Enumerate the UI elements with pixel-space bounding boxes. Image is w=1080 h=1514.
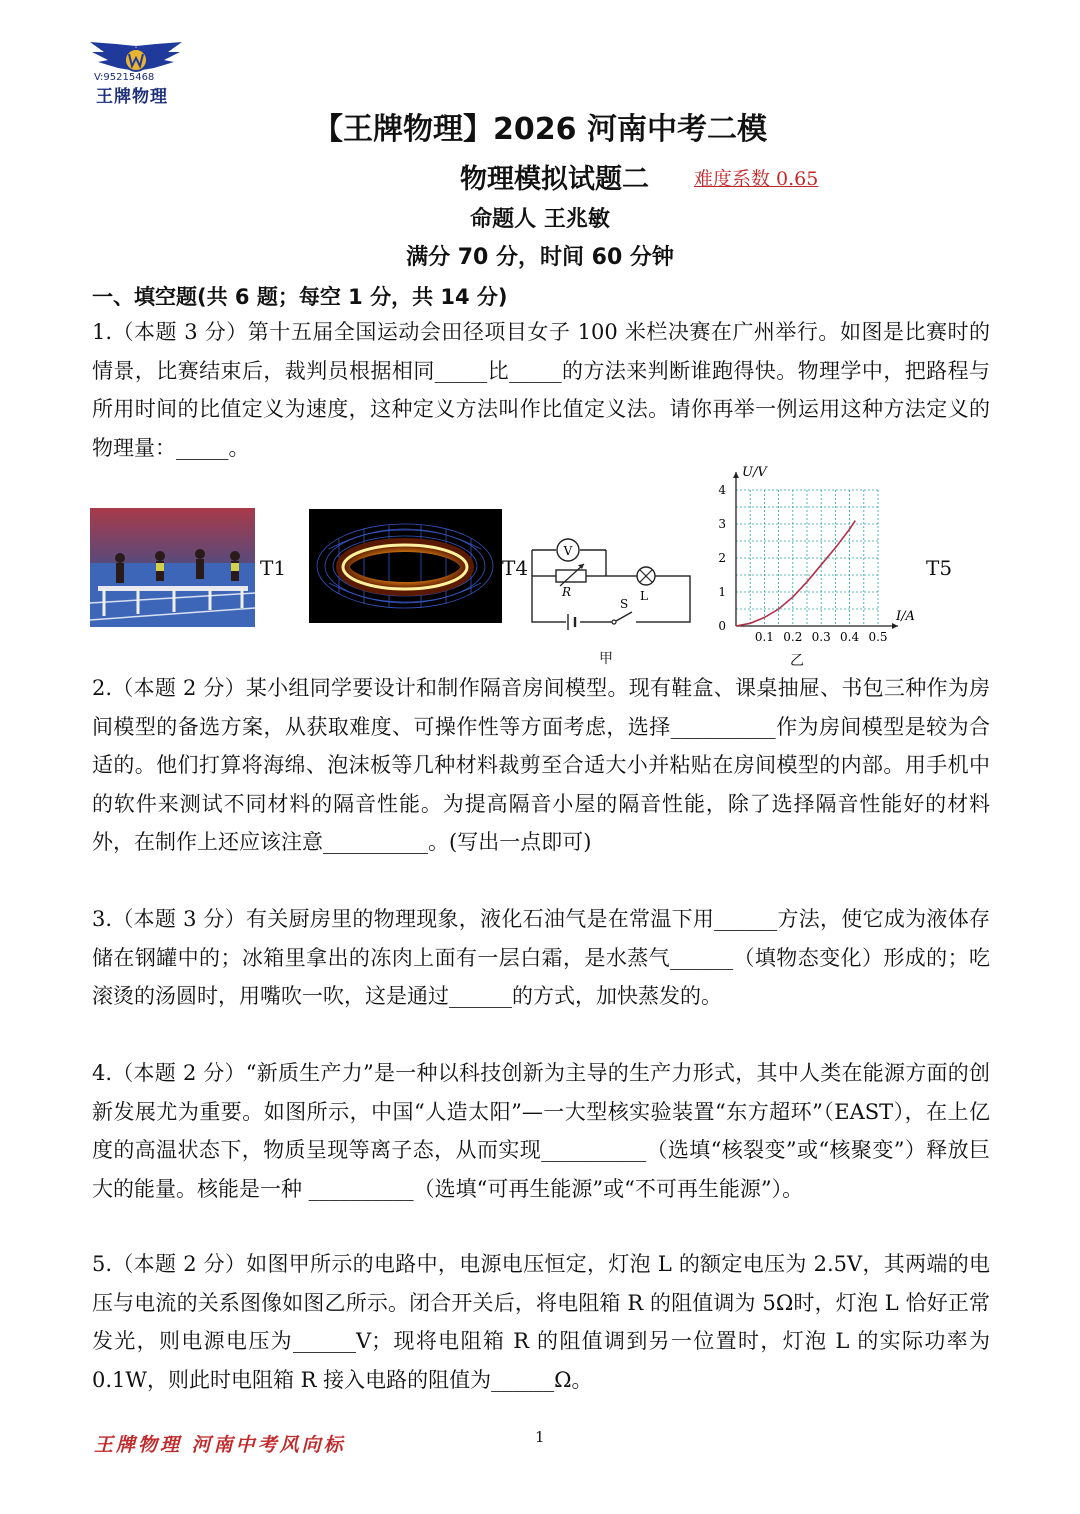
ui-chart-svg bbox=[702, 466, 932, 646]
circuit-caption: 甲 bbox=[599, 651, 613, 667]
section-heading: 一、填空题(共 6 题；每空 1 分，共 14 分) bbox=[92, 285, 508, 309]
score-time-line: 满分 70 分，时间 60 分钟 bbox=[406, 245, 674, 270]
meter-label: V bbox=[563, 544, 573, 558]
page-subtitle: 物理模拟试题二 bbox=[460, 164, 649, 195]
chart-series bbox=[736, 521, 855, 626]
switch-label: S bbox=[620, 597, 629, 611]
logo-brand: 王牌物理 bbox=[96, 87, 168, 107]
footer-brand: 王牌物理 河南中考风向标 bbox=[94, 1434, 346, 1456]
difficulty-badge: 难度系数 0.65 bbox=[694, 168, 819, 190]
question-4: 4.（本题 2 分）“新质生产力”是一种以科技创新为主导的生产力形式，其中人类在能源方面的创新发展尤为重要。如图所示，中国“人造太阳”—一大型核实验装置“东方超环”（EAST），在上亿度的高温状态下，物质呈现等离子态，从而实现__________（选填“核裂变”或“核聚变”）释放巨大的能量。核能是一种 __________（选填“可再生能源”或“不可再生能源”）。 bbox=[92, 1061, 990, 1201]
y-tick-label: 3 bbox=[718, 517, 726, 531]
y-tick-label: 0 bbox=[718, 619, 726, 633]
figure-label-t5: T5 bbox=[926, 556, 953, 580]
x-tick-label: 0.4 bbox=[840, 630, 860, 644]
question-5: 5.（本题 2 分）如图甲所示的电路中，电源电压恒定，灯泡 L 的额定电压为 2.5V，其两端的电压与电流的关系图像如图乙所示。闭合开关后，将电阻箱 R 的阻值调为 5Ω时，灯泡 L 恰好正常发光，则电源电压为______V；现将电阻箱 R 的阻值调到另一位置时，灯泡 L 的实际功率为 0.1W，则此时电阻箱 R 接入电路的阻值为______Ω。 bbox=[92, 1252, 990, 1392]
hurdles-race-photo bbox=[90, 508, 255, 627]
y-tick-label: 1 bbox=[718, 585, 726, 599]
y-tick-label: 2 bbox=[718, 551, 726, 565]
y-axis-label: U/V bbox=[742, 466, 767, 480]
ui-chart bbox=[702, 466, 932, 646]
x-tick-label: 0.5 bbox=[868, 630, 888, 644]
figure-label-t1: T1 bbox=[260, 556, 287, 580]
y-tick-label: 4 bbox=[718, 483, 726, 497]
chart-caption: 乙 bbox=[790, 653, 804, 669]
figure-label-t4: T4 bbox=[502, 556, 529, 580]
x-tick-label: 0.2 bbox=[783, 630, 803, 644]
x-tick-label: 0.1 bbox=[754, 630, 774, 644]
question-2: 2.（本题 2 分）某小组同学要设计和制作隔音房间模型。现有鞋盒、课桌抽屉、书包三种作为房间模型的备选方案，从获取难度、可操作性等方面考虑，选择__________作为房间模型是较为合适的。他们打算将海绵、泡沫板等几种材料裁剪至合适大小并粘贴在房间模型的内部。用手机中的软件来测试不同材料的隔音性能。为提高隔音小屋的隔音性能，除了选择隔音性能好的材料外，在制作上还应该注意__________。(写出一点即可) bbox=[92, 676, 990, 854]
x-tick-label: 0.3 bbox=[811, 630, 831, 644]
x-axis-label: I/A bbox=[896, 609, 915, 624]
question-1: 1.（本题 3 分）第十五届全国运动会田径项目女子 100 米栏决赛在广州举行。如图是比赛时的情景，比赛结束后，裁判员根据相同_____比_____的方法来判断谁跑得快。物理学中，把路程与所用时间的比值定义为速度，这种定义方法叫作比值定义法。请你再举一例运用这种方法定义的物理量：_____。 bbox=[92, 320, 990, 460]
resistor-label: R bbox=[562, 585, 572, 599]
question-3: 3.（本题 3 分）有关厨房里的物理现象，液化石油气是在常温下用______方法，使它成为液体存储在钢罐中的；冰箱里拿出的冻肉上面有一层白霜，是水蒸气______（填物态变化）形成的；吃滚烫的汤圆时，用嘴吹一吹，这是通过______的方式，加快蒸发的。 bbox=[92, 907, 990, 1008]
lamp-label: L bbox=[640, 589, 648, 603]
chart-grid bbox=[736, 490, 878, 626]
author-line: 命题人 王兆敏 bbox=[470, 207, 610, 232]
page-title: 【王牌物理】2026 河南中考二模 bbox=[313, 112, 767, 147]
tokamak-image bbox=[309, 509, 502, 623]
page-number: 1 bbox=[535, 1428, 545, 1446]
chart-axes bbox=[733, 472, 898, 629]
logo-contact: V:95215468 bbox=[94, 72, 155, 83]
chart-labels bbox=[718, 466, 915, 644]
brand-logo bbox=[86, 40, 186, 107]
series-line bbox=[736, 521, 855, 626]
y-axis-arrow bbox=[733, 472, 739, 478]
circuit-diagram bbox=[528, 538, 694, 648]
